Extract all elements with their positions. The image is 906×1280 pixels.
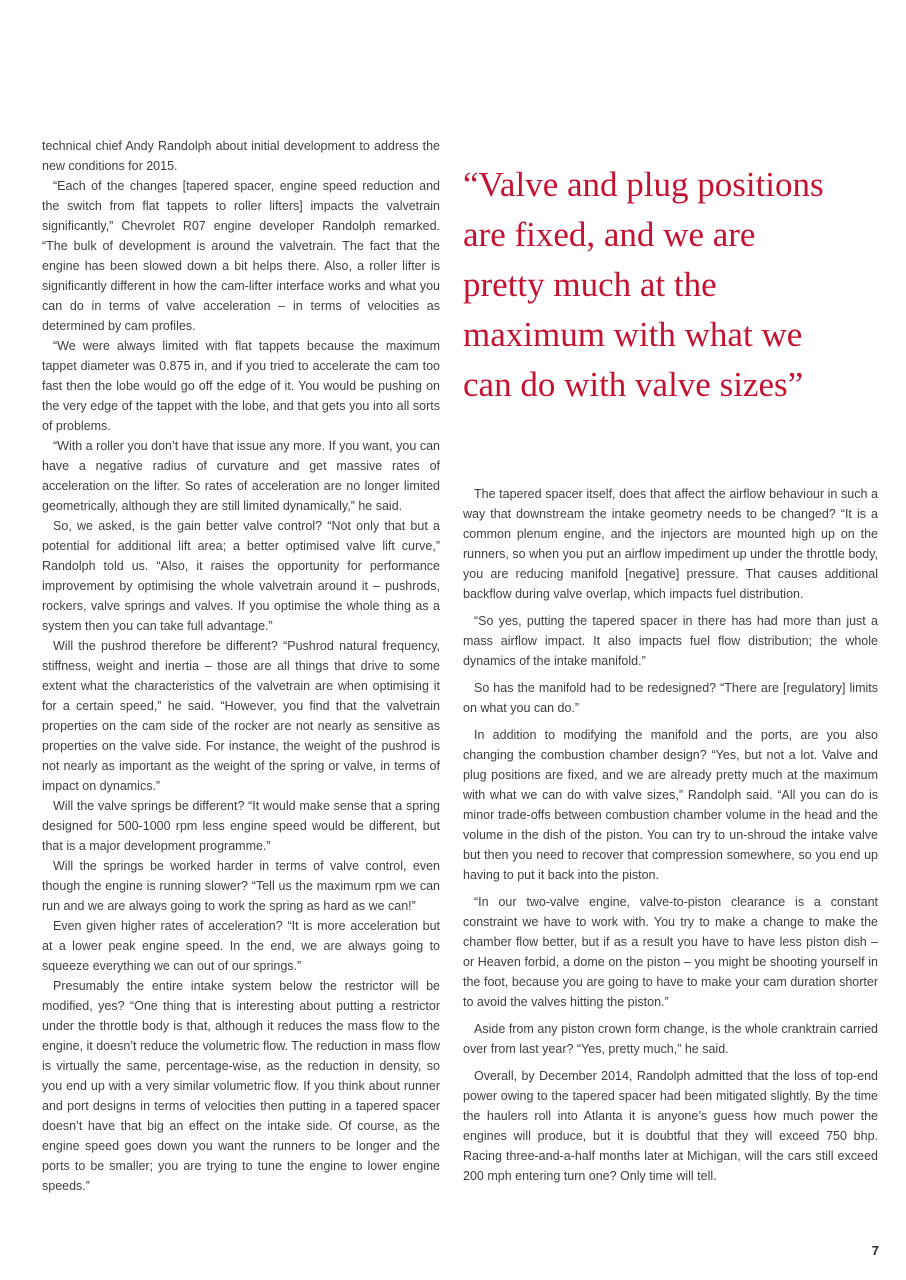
- paragraph: Presumably the entire intake system below the restrictor will be modified, yes? “One thing that is interesting about putting a restrictor under the throttle body is that, although it reduces the mass flow to the engine, it doesn’t reduce the volumetric flow. The reduction in mass flow is virtually the same, percentage-wise, as the reduction in density, so you end up with a very similar volumetric flow. If you think about runner and port designs in terms of velocities then putting in a tapered spacer doesn’t have that big an effect on the intake side. Of course, as the engine speed goes down you want the runners to be longer and the ports to be smaller; you are trying to tune the engine to lower engine speeds.”: [42, 979, 440, 1193]
- paragraph: Will the springs be worked harder in terms of valve control, even though the engine is running slower? “Tell us the maximum rpm we can run and we are always going to work the spring as hard as we can!”: [42, 859, 440, 913]
- left-column: [42, 136, 440, 1196]
- pull-quote-line: can do with valve sizes”: [463, 365, 804, 404]
- pull-quote-line: are fixed, and we are: [463, 215, 756, 254]
- paragraph: Will the pushrod therefore be different? “Pushrod natural frequency, stiffness, weight and inertia – those are all things that drive to some extent what the characteristics of the valvetrain are when optimising it for a certain speed,” he said. “However, you find that the valvetrain properties on the cam side of the rocker are not nearly as sensitive as properties on the valve side. For instance, the weight of the pushrod is not nearly as important as the weight of the spring or valve, in terms of impact on dynamics.”: [42, 639, 440, 793]
- paragraph: “In our two-valve engine, valve-to-piston clearance is a constant constraint we have to work with. You try to make a change to make the chamber flow better, but if as a result you have to have less piston dish – or Heaven forbid, a dome on the piston – you might be shooting yourself in the foot, because you are going to have to make your cam duration shorter to avoid the valves hitting the piston.”: [463, 895, 878, 1009]
- paragraph: Even given higher rates of acceleration? “It is more acceleration but at a lower peak engine speed. In the end, we are always going to squeeze everything we can out of our springs.”: [42, 919, 440, 973]
- paragraph: So has the manifold had to be redesigned? “There are [regulatory] limits on what you can do.”: [463, 681, 878, 715]
- paragraph: The tapered spacer itself, does that affect the airflow behaviour in such a way that downstream the intake geometry needs to be changed? “It is a common plenum engine, and the injectors are mounted high up on the runners, so when you put an airflow impediment up under the throttle body, you are reducing manifold [negative] pressure. That causes additional backflow during valve overlap, which impacts fuel distribution.: [463, 487, 878, 601]
- paragraph: “Each of the changes [tapered spacer, engine speed reduction and the switch from flat tappets to roller lifters] impacts the valvetrain significantly,” Chevrolet R07 engine developer Randolph remarked. “The bulk of development is around the valvetrain. The fact that the engine has been slowed down a bit helps there. Also, a roller lifter is significantly different in how the cam-lifter interface works and what you can do in terms of valve acceleration – in terms of velocities as determined by cam profiles.: [42, 179, 440, 333]
- right-column: [463, 136, 878, 1196]
- paragraph: “We were always limited with flat tappets because the maximum tappet diameter was 0.875 in, and if you tried to accelerate the cam too fast then the lobe would go off the edge of it. You would be pushing on the very edge of the tappet with the lobe, and that gets you into all sorts of problems.: [42, 339, 440, 433]
- paragraph: Aside from any piston crown form change, is the whole cranktrain carried over from last year? “Yes, pretty much,” he said.: [463, 1022, 878, 1056]
- paragraph: Will the valve springs be different? “It would make sense that a spring designed for 500-1000 rpm less engine speed would be different, but that is a major development programme.”: [42, 799, 440, 853]
- paragraph: So, we asked, is the gain better valve control? “Not only that but a potential for additional lift area; a better optimised valve lift curve,” Randolph told us. “Also, it raises the opportunity for performance improvement by optimising the whole valvetrain around it – pushrods, rockers, valve springs and valves. If you optimise the whole thing as a system then you can take full advantage.”: [42, 519, 440, 633]
- pull-quote-line: “Valve and plug positions: [463, 165, 824, 204]
- paragraph: “With a roller you don’t have that issue any more. If you want, you can have a negative radius of curvature and get massive rates of acceleration on the lifter. So rates of acceleration are no longer limited geometrically, although they are still limited dynamically,” he said.: [42, 439, 440, 513]
- paragraph: In addition to modifying the manifold and the ports, are you also changing the combustion chamber design? “Yes, but not a lot. Valve and plug positions are fixed, and we are already pretty much at the maximum with what we can do with valve sizes,” Randolph said. “All you can do is minor trade-offs between combustion chamber volume in the head and the volume in the dish of the piston. You can try to un-shroud the intake valve but then you need to recover that compression somewhere, so you end up having to put it back into the piston.: [463, 728, 878, 882]
- paragraph: “So yes, putting the tapered spacer in there has had more than just a mass airflow impact. It also impacts fuel flow distribution; the whole dynamics of the intake manifold.”: [463, 614, 878, 668]
- pull-quote-line: maximum with what we: [463, 315, 803, 354]
- paragraph: Overall, by December 2014, Randolph admitted that the loss of top-end power owing to the tapered spacer had been mitigated slightly. By the time the haulers roll into Atlanta it is anyone’s guess how much power the engines will produce, but it is doubtful that they will exceed 750 bhp. Racing three-and-a-half months later at Michigan, will the cars still exceed 200 mph entering turn one? Only time will tell.: [463, 1069, 878, 1183]
- article-body: [42, 136, 878, 1196]
- pull-quote: [463, 160, 878, 410]
- page-number: 7: [871, 1243, 879, 1258]
- pull-quote-line: pretty much at the: [463, 265, 717, 304]
- paragraph: technical chief Andy Randolph about initial development to address the new conditions for 2015.: [42, 139, 440, 173]
